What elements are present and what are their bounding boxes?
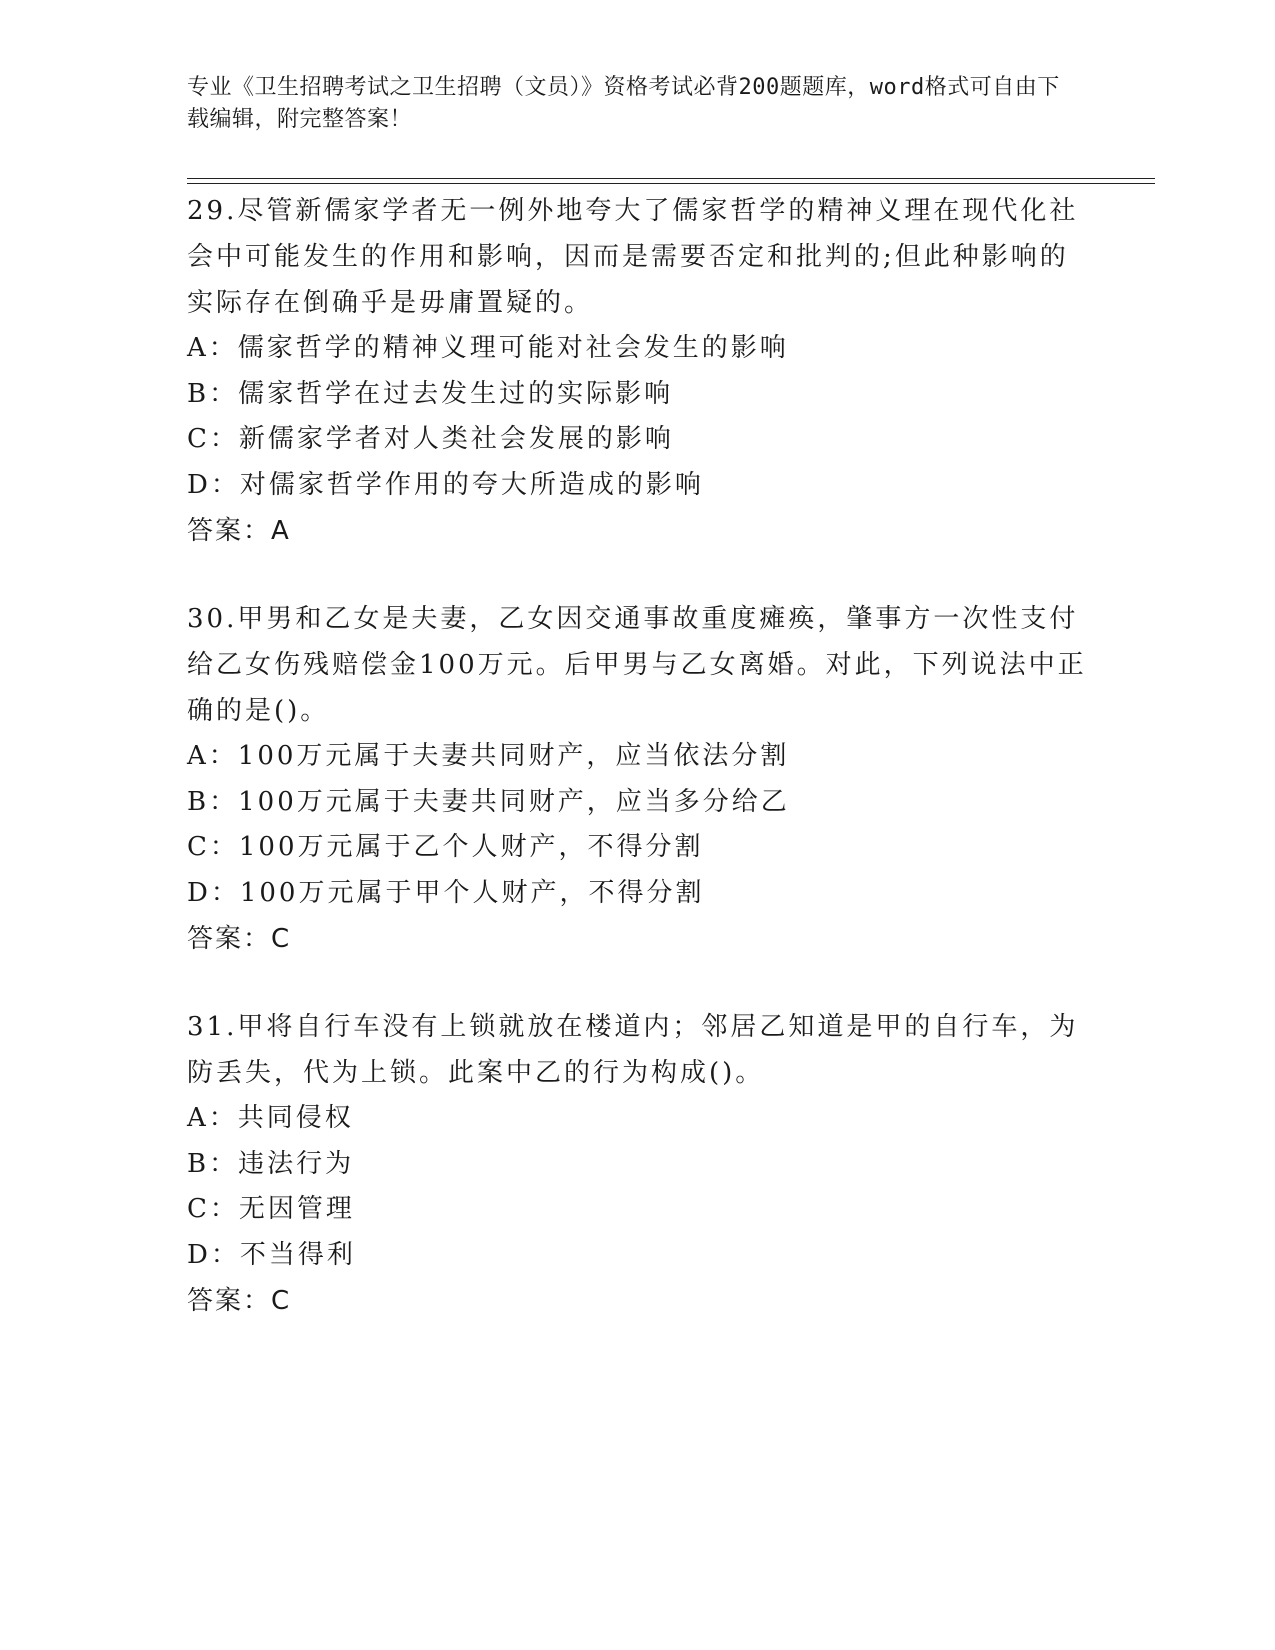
question-stem: 30.甲男和乙女是夫妻，乙女因交通事故重度瘫痪，肇事方一次性支付给乙女伤残赔偿金100万元。后甲男与乙女离婚。对此，下列说法中正确的是()。 <box>187 604 1087 726</box>
option-b: B：违法行为 <box>187 1148 355 1179</box>
option-c: C：无因管理 <box>187 1194 355 1224</box>
document-header: 专业《卫生招聘考试之卫生招聘（文员）》资格考试必背200题题库，word格式可自由下载编辑，附完整答案！ <box>187 75 1060 132</box>
option-d: D：不当得利 <box>187 1239 356 1270</box>
question-list <box>187 188 1087 1366</box>
answer-label: 答案：A <box>187 516 291 546</box>
question-30 <box>187 596 1087 962</box>
option-d: D：对儒家哲学作用的夸大所造成的影响 <box>187 469 704 500</box>
answer-label: 答案：C <box>187 1286 292 1316</box>
question-29 <box>187 188 1087 554</box>
option-d: D：100万元属于甲个人财产，不得分割 <box>187 877 705 908</box>
option-a: A：100万元属于夫妻共同财产，应当依法分割 <box>187 741 790 771</box>
option-c: C：100万元属于乙个人财产，不得分割 <box>187 832 704 862</box>
question-31 <box>187 1004 1087 1324</box>
header-divider-double <box>187 183 1155 184</box>
question-stem: 31.甲将自行车没有上锁就放在楼道内；邻居乙知道是甲的自行车，为防丢失，代为上锁。此案中乙的行为构成()。 <box>187 1012 1079 1088</box>
header-divider <box>187 178 1155 179</box>
question-stem: 29.尽管新儒家学者无一例外地夸大了儒家哲学的精神义理在现代化社会中可能发生的作用和影响，因而是需要否定和批判的;但此种影响的实际存在倒确乎是毋庸置疑的。 <box>187 196 1079 318</box>
option-c: C：新儒家学者对人类社会发展的影响 <box>187 424 674 454</box>
option-a: A：儒家哲学的精神义理可能对社会发生的影响 <box>187 333 789 363</box>
option-b: B：儒家哲学在过去发生过的实际影响 <box>187 378 674 409</box>
answer-label: 答案：C <box>187 924 292 954</box>
option-a: A：共同侵权 <box>187 1103 354 1133</box>
option-b: B：100万元属于夫妻共同财产，应当多分给乙 <box>187 786 790 817</box>
